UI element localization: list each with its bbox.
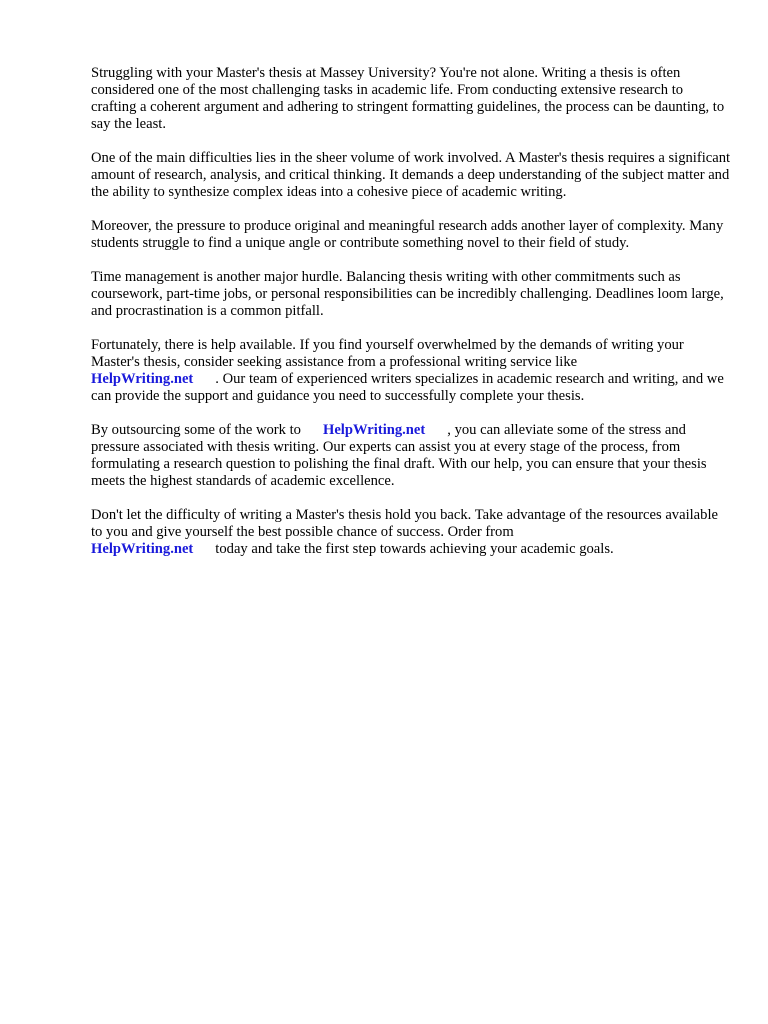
helpwriting-link-2[interactable]: HelpWriting.net [322,422,426,438]
paragraph-outsourcing-text-after: , you can alleviate some of the stress and pressure associated with thesis writing. Our experts can assist you at every stage of the process, from formulating a research question to polishing the final draft. With our help, you can ensure that your thesis meets the highest standards of academic excellence. [91,422,707,489]
helpwriting-link-3[interactable]: HelpWriting.net [91,541,194,557]
paragraph-cta-text-before: Don't let the difficulty of writing a Master's thesis hold you back. Take advantage of the resources available to you and give yourself the best possible chance of success. Order from [91,507,718,540]
paragraph-cta-text-after: today and take the first step towards achieving your academic goals. [215,541,614,557]
paragraph-difficulties: One of the main difficulties lies in the sheer volume of work involved. A Master's thesis requires a significant amount of research, analysis, and critical thinking. It demands a deep understanding of the subject matter and the ability to synthesize complex ideas into a cohesive piece of academic writing. [91,150,731,200]
paragraph-help-available [91,337,731,405]
paragraph-call-to-action [91,507,731,558]
helpwriting-link-1[interactable]: HelpWriting.net [91,371,194,387]
paragraph-outsourcing-text-before: By outsourcing some of the work to [91,422,301,438]
paragraph-help-text-before: Fortunately, there is help available. If you find yourself overwhelmed by the demands of writing your Master's thesis, consider seeking assistance from a professional writing service like [91,337,684,370]
paragraph-intro: Struggling with your Master's thesis at Massey University? You're not alone. Writing a thesis is often considered one of the most challenging tasks in academic life. From conducting extensive research to crafting a coherent argument and adhering to stringent formatting guidelines, the process can be daunting, to say the least. [91,65,725,132]
paragraph-outsourcing [91,422,731,490]
paragraph-help-text-after: . Our team of experienced writers specializes in academic research and writing, and we can provide the support and guidance you need to successfully complete your thesis. [91,371,724,404]
paragraph-time-management: Time management is another major hurdle. Balancing thesis writing with other commitments such as coursework, part-time jobs, or personal responsibilities can be incredibly challenging. Deadlines loom large, and procrastination is a common pitfall. [91,269,724,319]
document-body [91,65,731,575]
paragraph-pressure: Moreover, the pressure to produce original and meaningful research adds another layer of complexity. Many students struggle to find a unique angle or contribute something novel to their field of study. [91,218,724,251]
